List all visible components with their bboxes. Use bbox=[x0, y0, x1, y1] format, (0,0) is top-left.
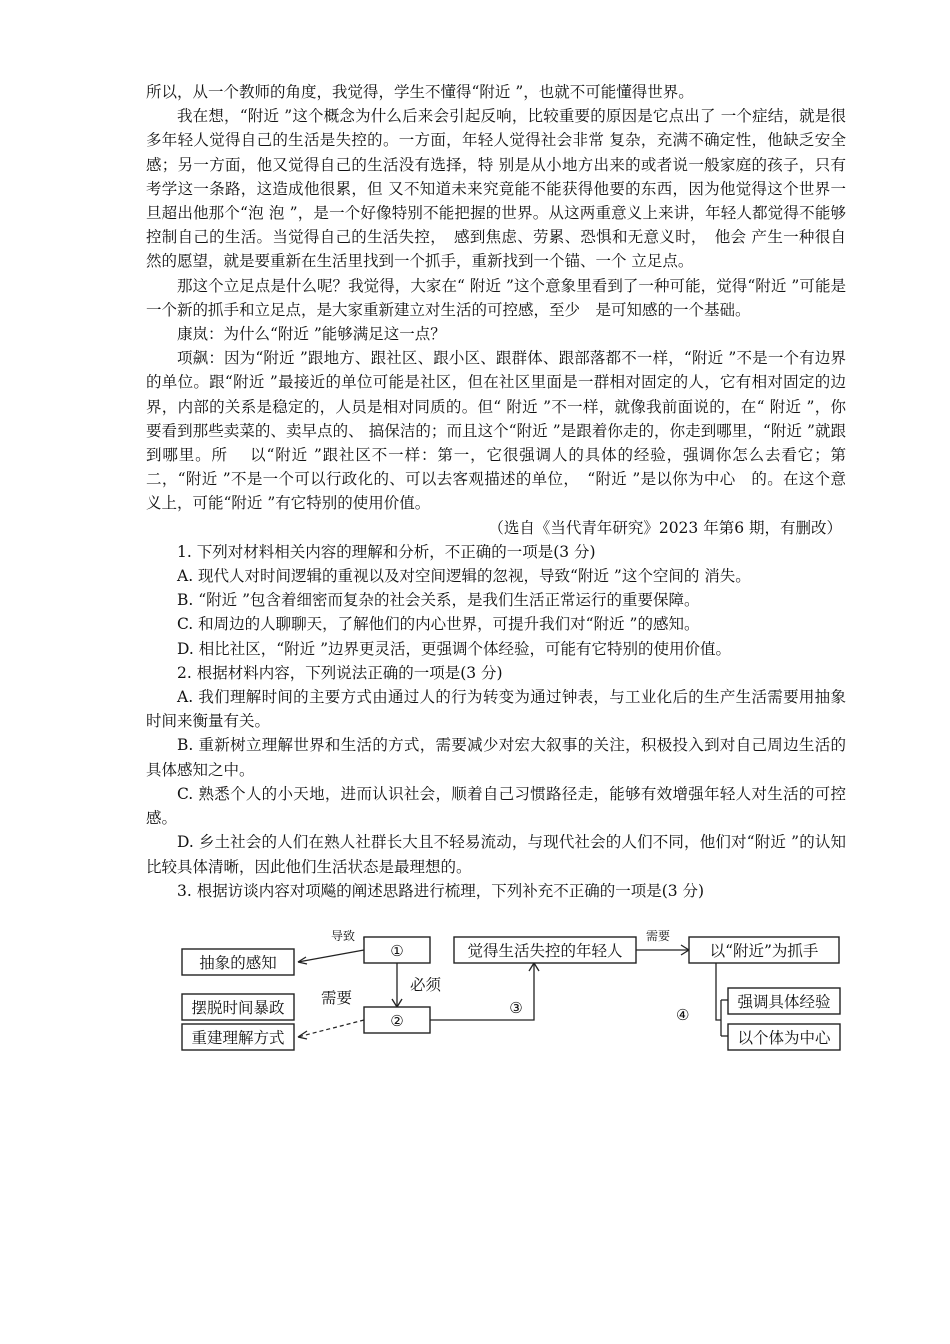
source-citation: （选自《当代青年研究》2023 年第6 期，有删改） bbox=[488, 518, 842, 537]
q1-option-a: A. 现代人对时间逻辑的重视以及对空间逻辑的忽视，导致“附近 ”这个空间的 消失。 bbox=[177, 567, 751, 586]
q2-option-a: A. 我们理解时间的主要方式由通过人的行为转变为通过钟表，与工业化后的生产生活需要用抽象时间来衡量有关。 bbox=[146, 688, 846, 731]
q2-option-b: B. 重新树立理解世界和生活的方式，需要减少对宏大叙事的关注，积极投入到对自己周边生活的具体感知之中。 bbox=[146, 736, 846, 779]
question-1-stem: 1. 下列对材料相关内容的理解和分析，不正确的一项是(3 分) bbox=[177, 542, 596, 561]
label-abstract-perception: 抽象的感知 bbox=[199, 954, 277, 972]
connector-branch-4 bbox=[716, 963, 721, 1020]
q2-option-d: D. 乡土社会的人们在熟人社群长大且不轻易流动，与现代社会的人们不同，他们对“附近 ”的认知比较具体清晰，因此他们生活状态是最理想的。 bbox=[146, 833, 846, 876]
paragraph-4: 康岚：为什么“附近 ”能够满足这一点？ bbox=[177, 325, 446, 344]
label-blank-1: ① bbox=[390, 942, 404, 960]
arrowhead-need bbox=[298, 1031, 307, 1039]
reading-text bbox=[146, 80, 862, 903]
paragraph-3: 那这个立足点是什么呢？我觉得，大家在“ 附近 ”这个意象里看到了一种可能，觉得“附近 ”可能是一个新的抓手和立足点，是大家重新建立对生活的可控感，至少 是可知感的一个基础。 bbox=[146, 276, 846, 319]
label-need: 需要 bbox=[321, 989, 353, 1007]
flow-diagram bbox=[176, 918, 846, 1058]
label-blank-2: ② bbox=[390, 1012, 404, 1030]
label-must: 必须 bbox=[410, 976, 442, 994]
question-3-stem: 3. 根据访谈内容对项飚的阐述思路进行梳理，下列补充不正确的一项是(3 分) bbox=[177, 881, 705, 900]
label-escape-time: 摆脱时间暴政 bbox=[191, 999, 285, 1017]
q1-option-b: B. “附近 ”包含着细密而复杂的社会关系，是我们生活正常运行的重要保障。 bbox=[177, 591, 700, 610]
label-youth: 觉得生活失控的年轻人 bbox=[467, 942, 623, 960]
label-rebuild-understanding: 重建理解方式 bbox=[191, 1029, 285, 1047]
label-lead-partial: 导致 bbox=[331, 929, 356, 943]
label-grip: 以“附近”为抓手 bbox=[709, 942, 819, 960]
label-need2-partial: 需要 bbox=[646, 929, 671, 943]
question-2-stem: 2. 根据材料内容，下列说法正确的一项是(3 分) bbox=[177, 663, 503, 682]
arrow-to-abstract bbox=[298, 950, 364, 962]
label-blank-4: ④ bbox=[676, 1006, 690, 1024]
label-emphasis: 强调具体经验 bbox=[737, 993, 831, 1011]
arrow-need bbox=[298, 1020, 364, 1037]
paragraph-5: 项飙：因为“附近 ”跟地方、跟社区、跟小区、跟群体、跟部落都不一样，“附近 ”不是一个有边界的单位。跟“附近 ”最接近的单位可能是社区，但在社区里面是一群相对固定的人，它有相对固定的边界，内部的关系是稳定的，人员是相对同质的。但“ 附近 ”不一样，就像我前面说的，在“ 附近 ”，你要看到那些卖菜的、卖早点的、 搞保洁的；而且这个“附近 ”是跟着你走的，你走到哪里，“附近 ”就跟到哪里。所 以“附近 ”跟社区不一样：第一，它很强调人的具体的经验，强调你怎么去看它；第 二，“附近 ”不是一个可以行政化的、可以去客观描述的单位， “附近 ”是以你为中心 的。在这个意义上，可能“附近 ”有它特别的使用价值。 bbox=[146, 349, 862, 513]
label-center: 以个体为中心 bbox=[737, 1029, 831, 1047]
paragraph-2: 我在想，“附近 ”这个概念为什么后来会引起反响，比较重要的原因是它点出了 一个症结，就是很多年轻人觉得自己的生活是失控的。一方面，年轻人觉得社会非常 复杂，充满不确定性，他缺乏安全感；另一方面，他又觉得自己的生活没有选择，特 别是从小地方出来的或者说一般家庭的孩子，只有考学这一条路，这造成他很累，但 又不知道未来究竟能不能获得他要的东西，因为他觉得这个世界一旦超出他那个“泡 泡 ”，是一个好像特别不能把握的世界。从这两重意义上来讲，年轻人都觉得不能够 控制自己的生活。当觉得自己的生活失控， 感到焦虑、劳累、恐惧和无意义时， 他会 产生一种很自然的愿望，就是要重新在生活里找到一个抓手，重新找到一个锚、一个 立足点。 bbox=[146, 107, 846, 271]
q2-option-c: C. 熟悉个人的小天地，进而认识社会，顺着自己习惯路径走，能够有效增强年轻人对生活的可控感。 bbox=[146, 784, 846, 828]
paragraph-1: 所以，从一个教师的角度，我觉得，学生不懂得“附近 ”，也就不可能懂得世界。 bbox=[146, 83, 694, 101]
label-blank-3: ③ bbox=[509, 999, 523, 1017]
q1-option-c: C. 和周边的人聊聊天，了解他们的内心世界，可提升我们对“附近 ”的感知。 bbox=[177, 615, 700, 634]
q1-option-d: D. 相比社区，“附近 ”边界更灵活，更强调个体经验，可能有它特别的使用价值。 bbox=[177, 639, 732, 658]
